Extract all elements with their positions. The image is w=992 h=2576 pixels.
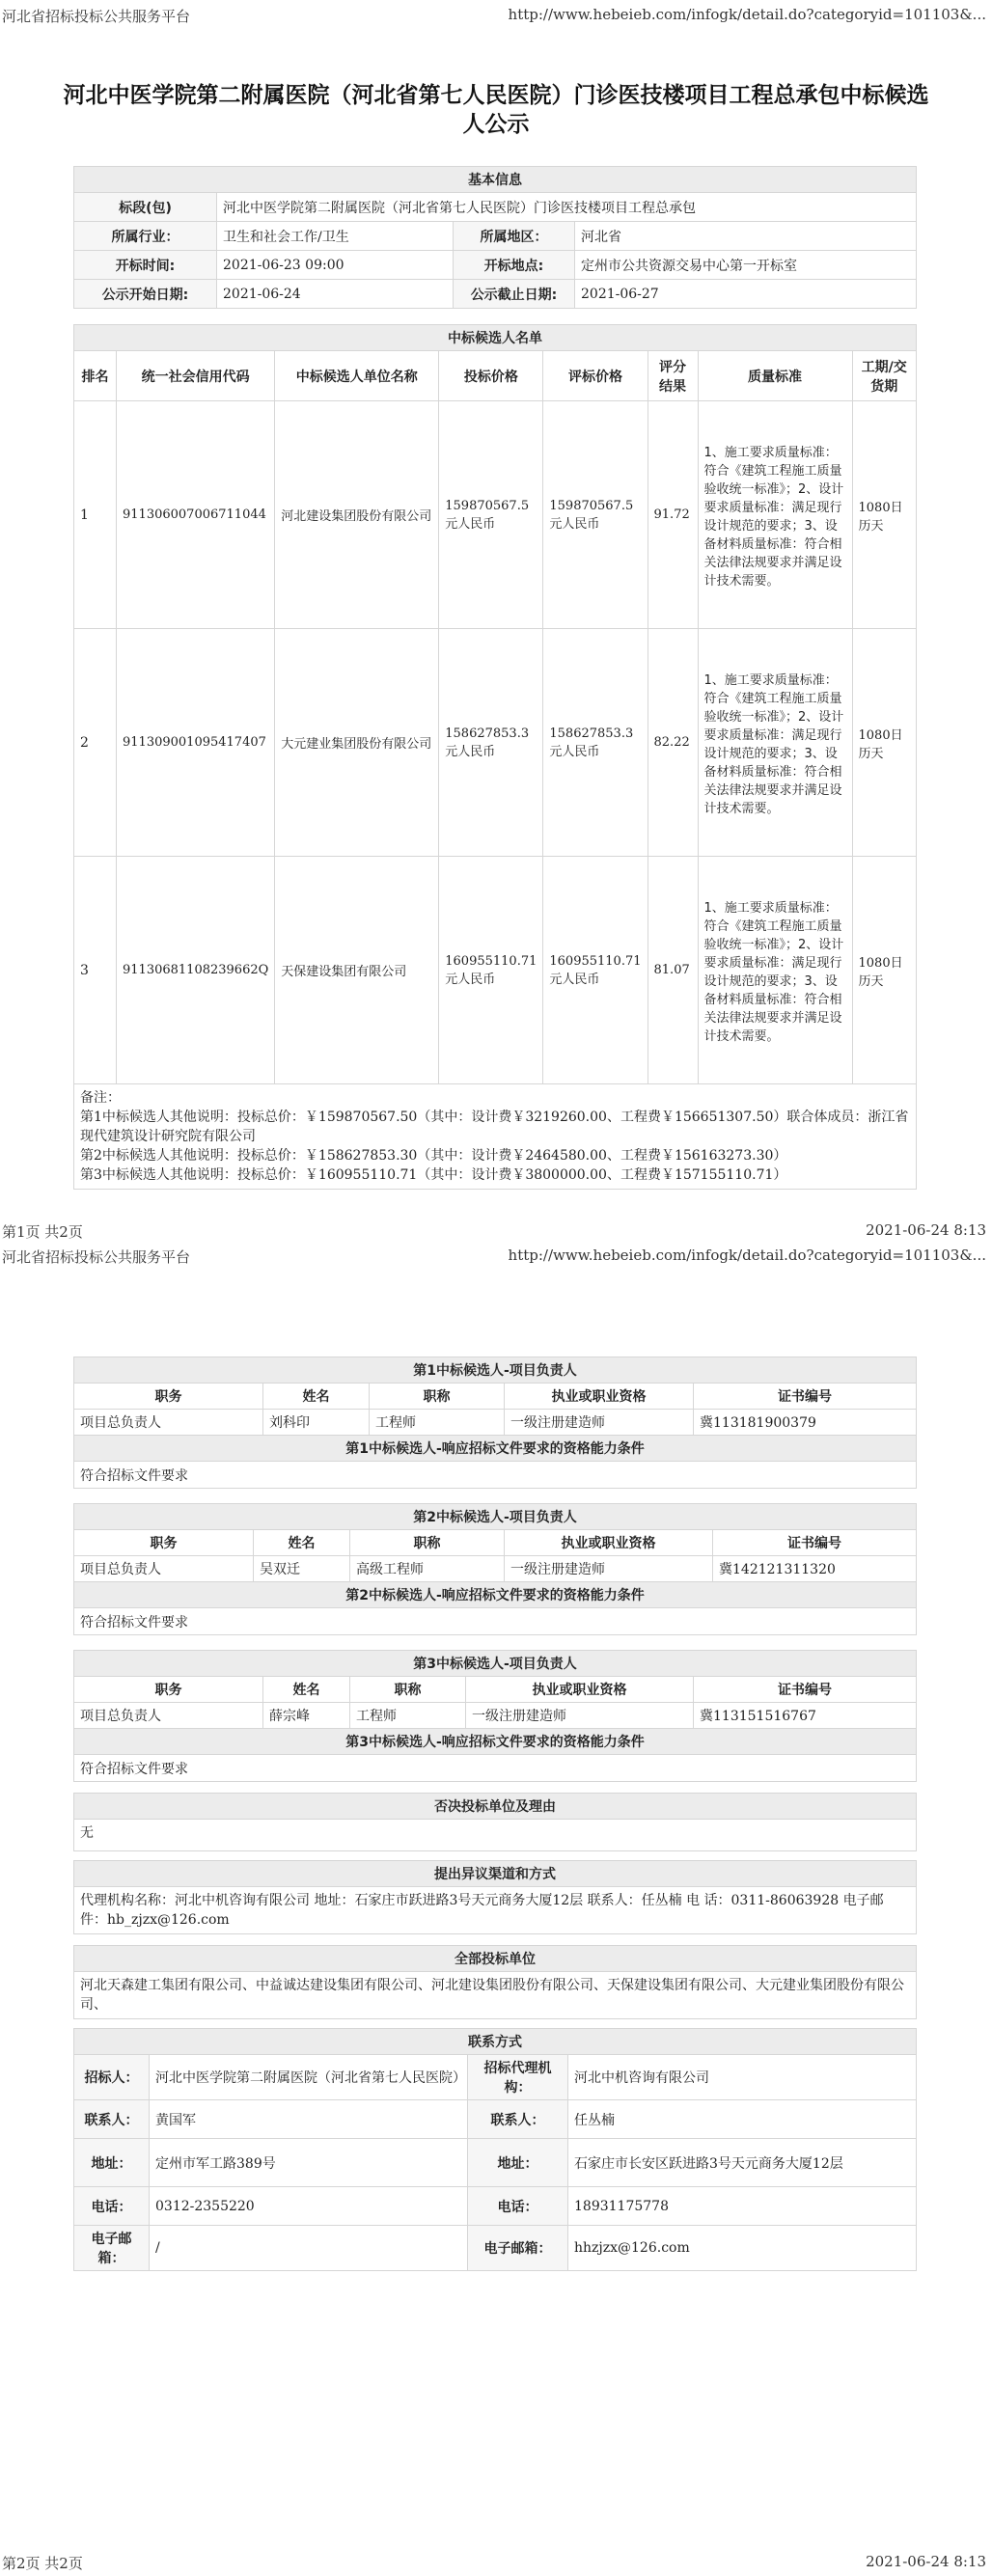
tel-value-2: 18931175778	[568, 2187, 917, 2226]
table-row	[74, 629, 917, 857]
basic-info-section	[73, 166, 917, 309]
addr-label-2: 地址：	[468, 2139, 568, 2187]
notes-line-2: 第2中标候选人其他说明：投标总价：￥158627853.30（其中：设计费￥2464580.00、工程费￥156163273.30）	[80, 1148, 787, 1164]
role-cell: 项目总负责人	[74, 1556, 254, 1582]
running-footer	[0, 1219, 992, 1241]
name-cell: 天保建设集团有限公司	[275, 857, 439, 1084]
manager-1-header: 第1中标候选人-项目负责人	[74, 1357, 917, 1384]
bidders-section	[73, 1945, 917, 2019]
quality-cell: 1、施工要求质量标准：符合《建筑工程施工质量验收统一标准》；2、设计要求质量标准：满足现行设计规范的要求；3、设备材料质量标准：符合相关法律法规要求并满足设计技术需要。	[698, 629, 852, 857]
eval-cell: 158627853.3元人民币	[543, 629, 648, 857]
person-label-2: 联系人：	[468, 2100, 568, 2139]
name-cell: 吴双迁	[254, 1556, 350, 1582]
bid-cell: 158627853.3元人民币	[439, 629, 543, 857]
running-header	[0, 4, 992, 25]
col-name: 姓名	[263, 1384, 370, 1410]
manager-1-cond: 符合招标文件要求	[74, 1462, 917, 1489]
contact-header: 联系方式	[74, 2029, 917, 2055]
cert-cell: 冀142121311320	[713, 1556, 917, 1582]
running-header	[0, 1245, 992, 1266]
industry-label: 所属行业：	[74, 222, 217, 251]
col-eval: 评标价格	[543, 351, 648, 401]
code-cell: 911309001095417407	[117, 629, 275, 857]
tel-label-1: 电话：	[74, 2187, 150, 2226]
col-score: 评分结果	[648, 351, 698, 401]
running-footer	[0, 2551, 992, 2572]
open-place-value: 定州市公共资源交易中心第一开标室	[575, 251, 917, 280]
objection-section	[73, 1860, 917, 1934]
name-cell: 刘科印	[263, 1410, 370, 1436]
person-value-1: 黄国军	[150, 2100, 468, 2139]
person-value-2: 任丛楠	[568, 2100, 917, 2139]
period-cell: 1080日历天	[852, 401, 916, 629]
section-label: 标段(包)	[74, 193, 217, 222]
rank-cell: 2	[74, 629, 117, 857]
email-label-1: 电子邮箱：	[74, 2226, 150, 2271]
agency-value: 河北中机咨询有限公司	[568, 2055, 917, 2100]
industry-value: 卫生和社会工作/卫生	[217, 222, 454, 251]
notes-label: 备注：	[80, 1090, 121, 1106]
name-cell: 河北建设集团股份有限公司	[275, 401, 439, 629]
objection-header: 提出异议渠道和方式	[73, 1860, 917, 1886]
manager-1-section	[73, 1357, 917, 1489]
notes-box	[73, 1084, 917, 1190]
open-place-label: 开标地点:	[454, 251, 575, 280]
eval-cell: 159870567.5元人民币	[543, 401, 648, 629]
quality-cell: 1、施工要求质量标准：符合《建筑工程施工质量验收统一标准》；2、设计要求质量标准：满足现行设计规范的要求；3、设备材料质量标准：符合相关法律法规要求并满足设计技术需要。	[698, 401, 852, 629]
rejected-section	[73, 1793, 917, 1851]
code-cell: 91130681108239662Q	[117, 857, 275, 1084]
col-qualification: 执业或职业资格	[466, 1677, 694, 1703]
col-qualification: 执业或职业资格	[505, 1530, 713, 1556]
agency-label: 招标代理机构：	[468, 2055, 568, 2100]
col-quality: 质量标准	[698, 351, 852, 401]
page-1	[0, 0, 992, 1245]
addr-value-1: 定州市军工路389号	[150, 2139, 468, 2187]
col-title: 职称	[350, 1677, 466, 1703]
title-cell: 高级工程师	[350, 1556, 505, 1582]
qualification-cell: 一级注册建造师	[505, 1410, 694, 1436]
col-period: 工期/交货期	[852, 351, 916, 401]
email-value-1: /	[150, 2226, 468, 2271]
table-row	[74, 857, 917, 1084]
manager-2-cond-header: 第2中标候选人-响应招标文件要求的资格能力条件	[74, 1582, 917, 1608]
col-qualification: 执业或职业资格	[505, 1384, 694, 1410]
title-cell: 工程师	[370, 1410, 505, 1436]
print-datetime: 2021-06-24 8:13	[866, 1221, 986, 1239]
col-code: 统一社会信用代码	[117, 351, 275, 401]
page-url: http://www.hebeieb.com/infogk/detail.do?categoryid=101103&...	[508, 6, 986, 23]
quality-cell: 1、施工要求质量标准：符合《建筑工程施工质量验收统一标准》；2、设计要求质量标准：满足现行设计规范的要求；3、设备材料质量标准：符合相关法律法规要求并满足设计技术需要。	[698, 857, 852, 1084]
manager-3-cond-header: 第3中标候选人-响应招标文件要求的资格能力条件	[74, 1729, 917, 1755]
period-cell: 1080日历天	[852, 857, 916, 1084]
bidders-text: 河北天森建工集团有限公司、中益诚达建设集团有限公司、河北建设集团股份有限公司、天保建设集团有限公司、大元建业集团股份有限公司、	[73, 1971, 917, 2019]
region-value: 河北省	[575, 222, 917, 251]
open-time-label: 开标时间:	[74, 251, 217, 280]
col-cert: 证书编号	[694, 1384, 917, 1410]
page-title: 河北中医学院第二附属医院（河北省第七人民医院）门诊医技楼项目工程总承包中标候选人公示	[63, 83, 929, 137]
open-time-value: 2021-06-23 09:00	[217, 251, 454, 280]
notes-line-3: 第3中标候选人其他说明：投标总价：￥160955110.71（其中：设计费￥3800000.00、工程费￥157155110.71）	[80, 1167, 787, 1183]
col-rank: 排名	[74, 351, 117, 401]
manager-3-cond: 符合招标文件要求	[74, 1755, 917, 1782]
rank-cell: 1	[74, 401, 117, 629]
manager-3-section	[73, 1650, 917, 1782]
site-name: 河北省招标投标公共服务平台	[2, 1248, 191, 1266]
qualification-cell: 一级注册建造师	[466, 1703, 694, 1729]
tenderer-value: 河北中医学院第二附属医院（河北省第七人民医院）	[150, 2055, 468, 2100]
col-role: 职务	[74, 1677, 263, 1703]
col-title: 职称	[370, 1384, 505, 1410]
code-cell: 911306007006711044	[117, 401, 275, 629]
candidates-section	[73, 324, 917, 1190]
tel-value-1: 0312-2355220	[150, 2187, 468, 2226]
region-label: 所属地区：	[454, 222, 575, 251]
manager-3-header: 第3中标候选人-项目负责人	[74, 1651, 917, 1677]
col-bid: 投标价格	[439, 351, 543, 401]
col-role: 职务	[74, 1530, 254, 1556]
rank-cell: 3	[74, 857, 117, 1084]
title-cell: 工程师	[350, 1703, 466, 1729]
pub-start-value: 2021-06-24	[217, 280, 454, 309]
contact-section	[73, 2028, 917, 2271]
score-cell: 82.22	[648, 629, 698, 857]
person-label-1: 联系人：	[74, 2100, 150, 2139]
score-cell: 81.07	[648, 857, 698, 1084]
pub-end-value: 2021-06-27	[575, 280, 917, 309]
addr-label-1: 地址：	[74, 2139, 150, 2187]
page-number: 第2页 共2页	[2, 2555, 83, 2572]
objection-text: 代理机构名称：河北中机咨询有限公司 地址：石家庄市跃进路3号天元商务大厦12层 联系人：任丛楠 电 话：0311-86063928 电子邮件：hb_zjzx@126.com	[73, 1886, 917, 1934]
addr-value-2: 石家庄市长安区跃进路3号天元商务大厦12层	[568, 2139, 917, 2187]
col-name: 中标候选人单位名称	[275, 351, 439, 401]
manager-2-header: 第2中标候选人-项目负责人	[74, 1504, 917, 1530]
manager-1-cond-header: 第1中标候选人-响应招标文件要求的资格能力条件	[74, 1436, 917, 1462]
cert-cell: 冀113181900379	[694, 1410, 917, 1436]
pub-start-label: 公示开始日期:	[74, 280, 217, 309]
print-datetime: 2021-06-24 8:13	[866, 2553, 986, 2570]
email-label-2: 电子邮箱：	[468, 2226, 568, 2271]
bid-cell: 160955110.71元人民币	[439, 857, 543, 1084]
tenderer-label: 招标人：	[74, 2055, 150, 2100]
page-number: 第1页 共2页	[2, 1223, 83, 1241]
site-name: 河北省招标投标公共服务平台	[2, 8, 191, 25]
manager-2-section	[73, 1503, 917, 1635]
page-url: http://www.hebeieb.com/infogk/detail.do?categoryid=101103&...	[508, 1247, 986, 1264]
role-cell: 项目总负责人	[74, 1410, 263, 1436]
cert-cell: 冀113151516767	[694, 1703, 917, 1729]
rejected-text: 无	[73, 1819, 917, 1851]
role-cell: 项目总负责人	[74, 1703, 263, 1729]
bidders-header: 全部投标单位	[73, 1945, 917, 1971]
eval-cell: 160955110.71元人民币	[543, 857, 648, 1084]
name-cell: 薛宗峰	[263, 1703, 350, 1729]
rejected-header: 否决投标单位及理由	[73, 1793, 917, 1819]
candidates-header: 中标候选人名单	[74, 325, 917, 351]
section-value: 河北中医学院第二附属医院（河北省第七人民医院）门诊医技楼项目工程总承包	[217, 193, 917, 222]
notes-line-1: 第1中标候选人其他说明：投标总价：￥159870567.50（其中：设计费￥3219260.00、工程费￥156651307.50）联合体成员：浙江省现代建筑设计研究院有限公司	[80, 1110, 909, 1144]
col-cert: 证书编号	[713, 1530, 917, 1556]
qualification-cell: 一级注册建造师	[505, 1556, 713, 1582]
score-cell: 91.72	[648, 401, 698, 629]
bid-cell: 159870567.5元人民币	[439, 401, 543, 629]
col-name: 姓名	[263, 1677, 350, 1703]
table-row	[74, 401, 917, 629]
col-title: 职称	[350, 1530, 505, 1556]
col-name: 姓名	[254, 1530, 350, 1556]
email-value-2: hhzjzx@126.com	[568, 2226, 917, 2271]
period-cell: 1080日历天	[852, 629, 916, 857]
name-cell: 大元建业集团股份有限公司	[275, 629, 439, 857]
manager-2-cond: 符合招标文件要求	[74, 1608, 917, 1635]
col-cert: 证书编号	[694, 1677, 917, 1703]
basic-info-header: 基本信息	[74, 167, 917, 193]
pub-end-label: 公示截止日期:	[454, 280, 575, 309]
tel-label-2: 电话：	[468, 2187, 568, 2226]
page-2	[0, 1245, 992, 2576]
col-role: 职务	[74, 1384, 263, 1410]
